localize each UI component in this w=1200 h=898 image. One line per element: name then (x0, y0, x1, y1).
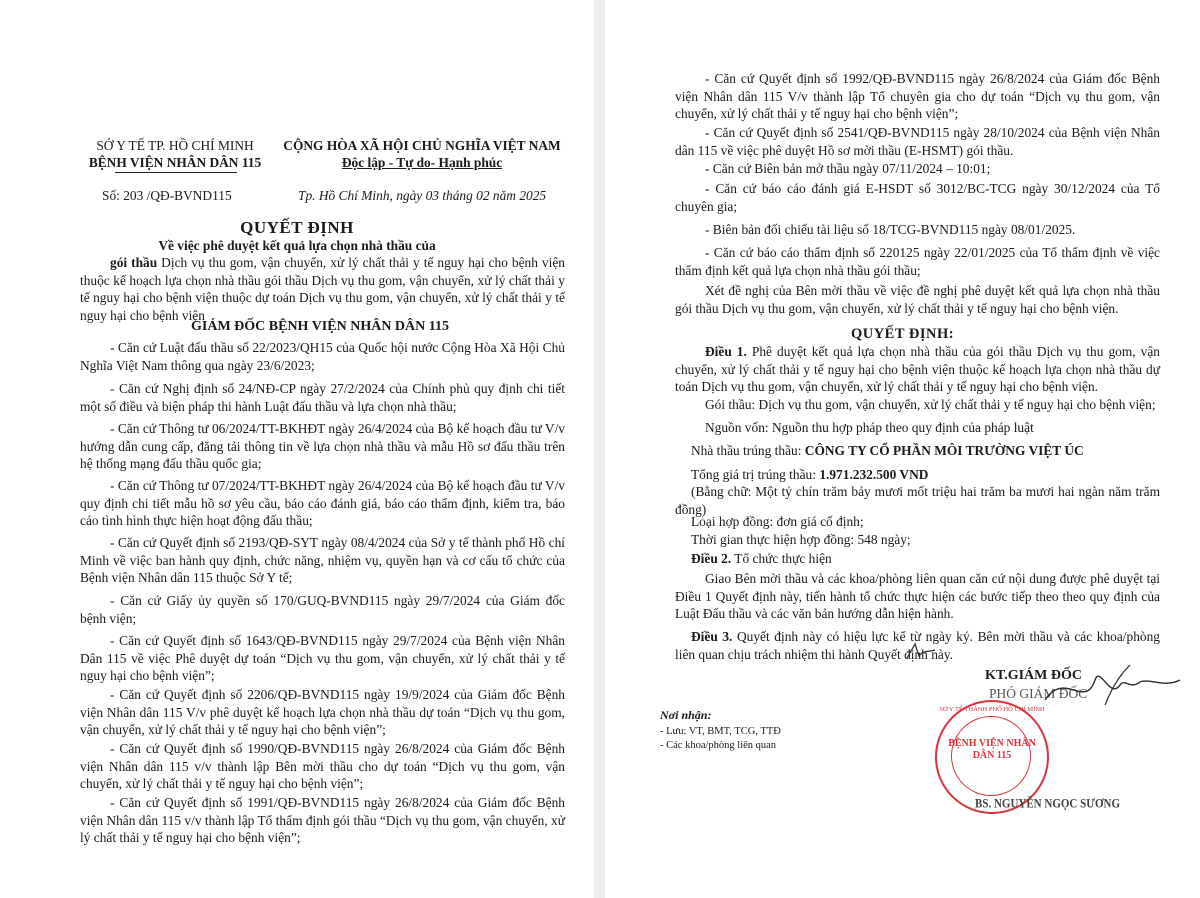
subject-text: Dịch vụ thu gom, vận chuyển, xử lý chất thải y tế nguy hại cho bệnh viện thuộc kế hoạch lựa chọn nhà thầu gói thầu Dịch vụ thu gom, vận chuyển, xử lý chất thải y tế nguy hại cho bệnh viện thuộc dự toán Dịch vụ thu gom, vận chuyển, xử lý chất thải y tế nguy hại cho bệnh viện (80, 255, 565, 323)
decision-heading: QUYẾT ĐỊNH: (850, 326, 955, 342)
basis-1: - Căn cứ Luật đấu thầu số 22/2023/QH15 của Quốc hội nước Cộng Hòa Xã Hội Chủ Nghĩa Việt Nam thông qua ngày 23/6/2023; (80, 340, 565, 373)
price-value: 1.971.232.500 VND (819, 467, 929, 482)
article-2-heading (691, 550, 832, 567)
sign-subtitle: PHÓ GIÁM ĐỐC (989, 686, 1088, 701)
duration-line: Thời gian thực hiện hợp đồng: 548 ngày; (691, 532, 911, 547)
stamp-ring-text: SỞ Y TẾ THÀNH PHỐ HỒ CHÍ MINH (939, 706, 1045, 713)
document-title: QUYẾT ĐỊNH (240, 218, 354, 237)
basis-2: - Căn cứ Nghị định số 24/NĐ-CP ngày 27/2/2024 của Chính phủ quy định chi tiết một số điều và biện pháp thi hành Luật đấu thầu và lựa chọn nhà thầu; (80, 381, 565, 414)
recipient-1: - Lưu: VT, BMT, TCG, TTĐ (660, 726, 781, 737)
recipient-2: - Các khoa/phòng liên quan (660, 740, 777, 751)
authority-heading: GIÁM ĐỐC BỆNH VIỆN NHÂN DÂN 115 (191, 319, 449, 334)
place-date: Tp. Hồ Chí Minh, ngày 03 tháng 02 năm 2025 (298, 188, 547, 203)
article-3-label: Điều 3. (691, 629, 733, 644)
basis-5: - Căn cứ Quyết định số 2193/QĐ-SYT ngày 08/4/2024 của Sở y tế thành phố Hồ chí Minh về việc ban hành quy định, chức năng, nhiệm vụ, quyền hạn và cơ cấu tổ chức của Bệnh viện Nhân dân 115 thuộc Sở Y tế; (80, 535, 565, 585)
basis-14: - Căn cứ báo cáo đánh giá E-HSDT số 3012/BC-TCG ngày 30/12/2024 của Tổ chuyên gia; (675, 181, 1160, 214)
basis-9: - Căn cứ Quyết định số 1990/QĐ-BVND115 ngày 26/8/2024 của Giám đốc Bệnh viện Nhân dân 115 v/v thành lập Bên mời thầu cho dự toán “Dịch vụ thu gom, vận chuyển, xử lý chất thải y tế nguy hại cho bệnh viện”; (80, 741, 565, 791)
basis-15: - Biên bản đối chiếu tài liệu số 18/TCG-BVND115 ngày 08/01/2025. (705, 222, 1076, 237)
basis-6: - Căn cứ Giấy ủy quyền số 170/GUQ-BVND115 ngày 29/7/2024 của Giám đốc bệnh viện; (80, 593, 565, 626)
article-1 (675, 343, 1160, 396)
stamp-center-text: BỆNH VIỆN NHÂN DÂN 115 (948, 738, 1036, 761)
org-line-2: BỆNH VIỆN NHÂN DÂN 115 (88, 155, 262, 170)
price-in-words: (Bằng chữ: Một tỷ chín trăm bảy mươi mốt triệu hai trăm ba mươi hai ngàn năm trăm đồng) (675, 484, 1160, 517)
funding-line: Nguồn vốn: Nguồn thu hợp pháp theo quy định của pháp luật (705, 420, 1034, 435)
org-underline (115, 172, 237, 173)
price-label: Tổng giá trị trúng thầu: (691, 467, 820, 482)
contract-type-line: Loại hợp đồng: đơn giá cố định; (691, 514, 864, 529)
basis-10: - Căn cứ Quyết định số 1991/QĐ-BVND115 ngày 26/8/2024 của Giám đốc Bệnh viện Nhân dân 115 v/v thành lập Tổ thẩm định gói thầu “Dịch vụ thu gom, vận chuyển, xử lý chất thải y tế nguy hại cho bệnh viện”; (80, 795, 565, 845)
basis-12: - Căn cứ Quyết định số 2541/QĐ-BVND115 ngày 28/10/2024 của Bệnh viện Nhân dân 115 về việc phê duyệt Hồ sơ mời thầu (E-HSMT) gói thầu. (675, 125, 1160, 158)
country-line-1: CỘNG HÒA XÃ HỘI CHỦ NGHĨA VIỆT NAM (283, 138, 561, 153)
article-2-label: Điều 2. (691, 551, 732, 566)
subject-paragraph (80, 254, 565, 324)
initial-mark (905, 640, 945, 662)
signature-scribble (1035, 660, 1185, 720)
winner-label: Nhà thầu trúng thầu: (691, 443, 805, 458)
page-2 (605, 0, 1200, 898)
package-line: Gói thầu: Dịch vụ thu gom, vận chuyển, xử lý chất thải y tế nguy hại cho bệnh viện; (705, 397, 1156, 412)
basis-11: - Căn cứ Quyết định số 1992/QĐ-BVND115 ngày 26/8/2024 của Giám đốc Bệnh viện Nhân dân 115 V/v thành lập Tổ chuyên gia cho dự toán “Dịch vụ thu gom, vận chuyển, xử lý chất thải y tế nguy hại cho bệnh viện”; (675, 71, 1160, 121)
signer-name: BS. NGUYỄN NGỌC SƯƠNG (975, 797, 1121, 811)
article-1-text: Phê duyệt kết quả lựa chọn nhà thầu của gói thầu Dịch vụ thu gom, vận chuyển, xử lý chất thải y tế nguy hại cho bệnh viện thuộc kế hoạch lựa chọn nhà thầu dự toán Dịch vụ thu gom, vận chuyển, xử lý chất thải y tế nguy hại cho bệnh viện. (675, 344, 1160, 394)
winner-name: CÔNG TY CỔ PHẦN MÔI TRƯỜNG VIỆT ÚC (804, 443, 1084, 458)
recipients-label: Nơi nhận: (660, 708, 712, 722)
basis-8: - Căn cứ Quyết định số 2206/QĐ-BVND115 ngày 19/9/2024 của Giám đốc Bệnh viện Nhân dân 115 V/v phê duyệt kế hoạch lựa chọn nhà thầu dự toán “Dịch vụ thu gom, vận chuyển, xử lý chất thải y tế nguy hại cho bệnh viện”; (80, 687, 565, 737)
article-2-text: Tổ chức thực hiện (731, 551, 832, 566)
sign-title: KT.GIÁM ĐỐC (985, 668, 1082, 683)
page-1 (0, 0, 594, 898)
article-2-body: Giao Bên mời thầu và các khoa/phòng liên quan căn cứ nội dung được phê duyệt tại Điều 1 Quyết định này, tiến hành tổ chức thực hiện các bước tiếp theo theo quy định của Luật Đấu thầu và các văn bản hướng dẫn hiện hành. (675, 571, 1160, 621)
basis-16: - Căn cứ báo cáo thẩm định số 220125 ngày 22/01/2025 của Tổ thẩm định về việc thẩm định kết quả lựa chọn nhà thầu gói thầu; (675, 245, 1160, 278)
document-subtitle: Về việc phê duyệt kết quả lựa chọn nhà thầu của (158, 238, 436, 253)
basis-13: - Căn cứ Biên bản mở thầu ngày 07/11/2024 – 10:01; (705, 161, 991, 176)
article-1-label: Điều 1. (705, 344, 747, 359)
request-paragraph: Xét đề nghị của Bên mời thầu về việc đề nghị phê duyệt kết quả lựa chọn nhà thầu gói thầu Dịch vụ thu gom, vận chuyển, xử lý chất thải y tế nguy hại cho bệnh viện. (675, 283, 1160, 316)
basis-4: - Căn cứ Thông tư 07/2024/TT-BKHĐT ngày 26/4/2024 của Bộ kế hoạch đầu tư V/v quy định chi tiết mẫu hồ sơ yêu cầu, báo cáo đánh giá, báo cáo thẩm định, kiểm tra, báo cáo tình hình thực hiện hoạt động đấu thầu; (80, 478, 565, 528)
price-line (691, 466, 928, 483)
page-gutter (594, 0, 605, 898)
basis-7: - Căn cứ Quyết định số 1643/QĐ-BVND115 ngày 29/7/2024 của Bệnh viện Nhân Dân 115 về việc Phê duyệt dự toán “Dịch vụ thu gom, vận chuyển, xử lý chất thải y tế nguy hại cho bệnh viện”; (80, 633, 565, 683)
basis-3: - Căn cứ Thông tư 06/2024/TT-BKHĐT ngày 26/4/2024 của Bộ kế hoạch đầu tư V/v hướng dẫn cung cấp, đăng tải thông tin về lựa chọn nhà thầu và mẫu Hồ sơ đấu thầu trên hệ thống mạng đấu thầu quốc gia; (80, 421, 565, 471)
country-line-2: Độc lập - Tự do- Hạnh phúc (341, 155, 503, 170)
subject-bold: gói thầu (110, 255, 158, 270)
winner-line (691, 442, 1084, 459)
org-line-1: SỞ Y TẾ TP. HỒ CHÍ MINH (96, 138, 254, 153)
article-3-text: Quyết định này có hiệu lực kể từ ngày ký. Bên mời thầu và các khoa/phòng liên quan chịu trách nhiệm thi hành Quyết định này. (675, 629, 1160, 662)
document-number: Số: 203 /QĐ-BVND115 (102, 188, 232, 203)
